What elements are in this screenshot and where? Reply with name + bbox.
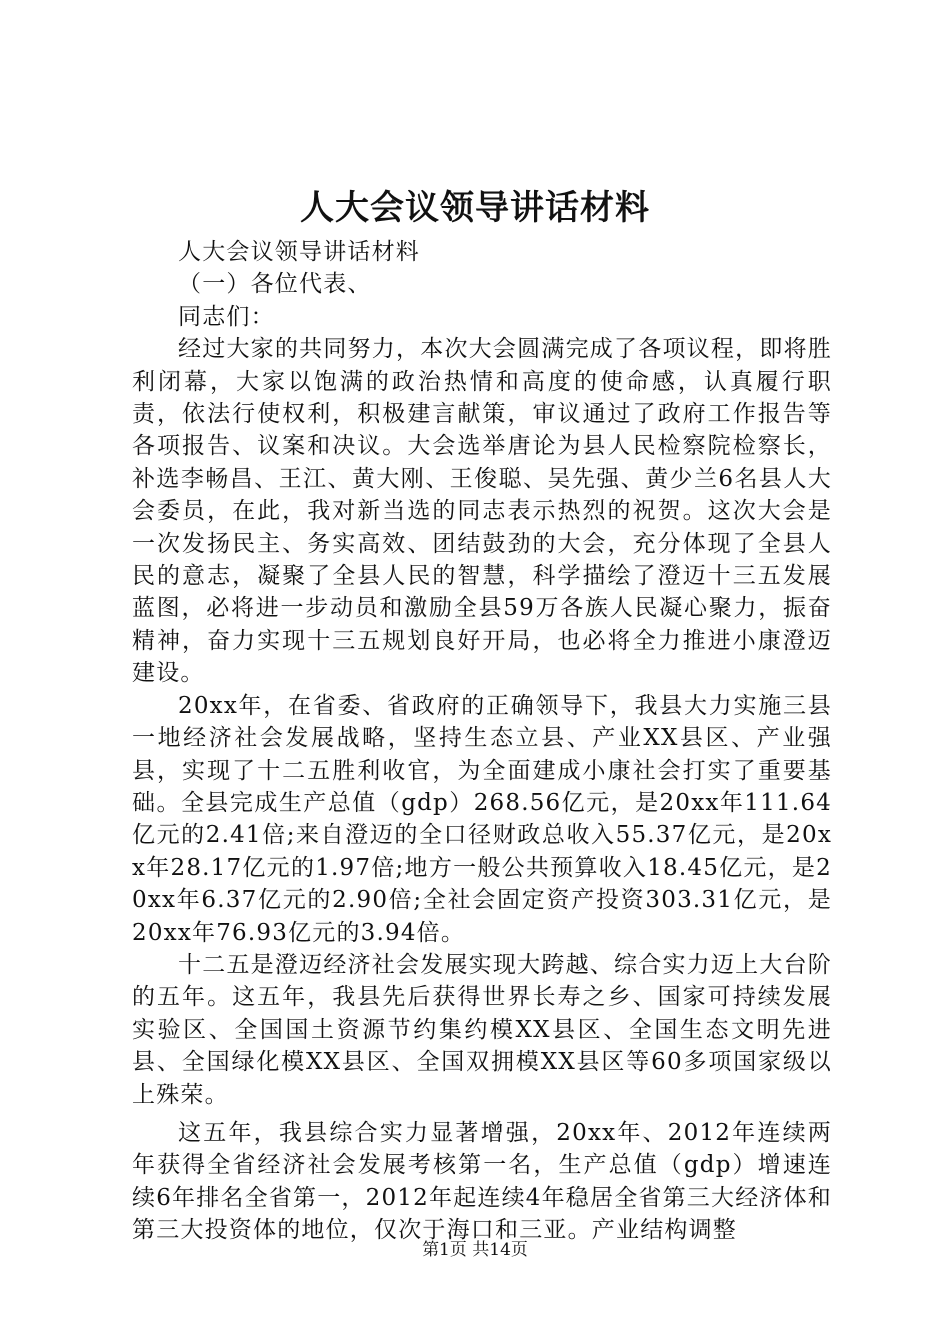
paragraph-economy: 20xx年，在省委、省政府的正确领导下，我县大力实施三县一地经济社会发展战略，坚持生态立县、产业XX县区、产业强县，实现了十二五胜利收官，为全面建成小康社会打实了重要基础。全县完成生产总值（gdp）268.56亿元，是20xx年111.64亿元的2.41倍;来自澄迈的全口径财政总收入55.37亿元，是20xx年28.17亿元的1.97倍;地方一般公共预算收入18.45亿元，是20xx年6.37亿元的2.90倍;全社会固定资产投资303.31亿元，是20xx年76.93亿元的3.94倍。: [132, 692, 832, 946]
paragraph-salutation-1: （一）各位代表、: [178, 271, 372, 298]
document-body: [132, 236, 832, 1247]
paragraph-achievements: 十二五是澄迈经济社会发展实现大跨越、综合实力迈上大台阶的五年。这五年，我县先后获得世界长寿之乡、国家可持续发展实验区、全国国土资源节约集约模XX县区、全国生态文明先进县、全国绿化模XX县区、全国双拥模XX县区等60多项国家级以上殊荣。: [132, 951, 832, 1108]
paragraph-strength: 这五年，我县综合实力显著增强，20xx年、2012年连续两年获得全省经济社会发展考核第一名，生产总值（gdp）增速连续6年排名全省第一，2012年起连续4年稳居全省第三大经济体和第三大投资体的地位，仅次于海口和三亚。产业结构调整: [132, 1119, 832, 1244]
paragraph-heading: 人大会议领导讲话材料: [178, 239, 420, 265]
document-title: 人大会议领导讲话材料: [300, 188, 650, 228]
paragraph-salutation-2: 同志们：: [178, 303, 275, 330]
paragraph-opening: 经过大家的共同努力，本次大会圆满完成了各项议程，即将胜利闭幕，大家以饱满的政治热情和高度的使命感，认真履行职责，依法行使权利，积极建言献策，审议通过了政府工作报告等各项报告、议案和决议。大会选举唐论为县人民检察院检察长，补选李畅昌、王江、黄大刚、王俊聪、吴先强、黄少兰6名县人大会委员，在此，我对新当选的同志表示热烈的祝贺。这次大会是一次发扬民主、务实高效、团结鼓劲的大会，充分体现了全县人民的意志，凝聚了全县人民的智慧，科学描绘了澄迈十三五发展蓝图，必将进一步动员和激励全县59万各族人民凝心聚力，振奋精神，奋力实现十三五规划良好开局，也必将全力推进小康澄迈建设。: [132, 336, 832, 687]
page-footer: 第1页 共14页: [422, 1240, 528, 1260]
